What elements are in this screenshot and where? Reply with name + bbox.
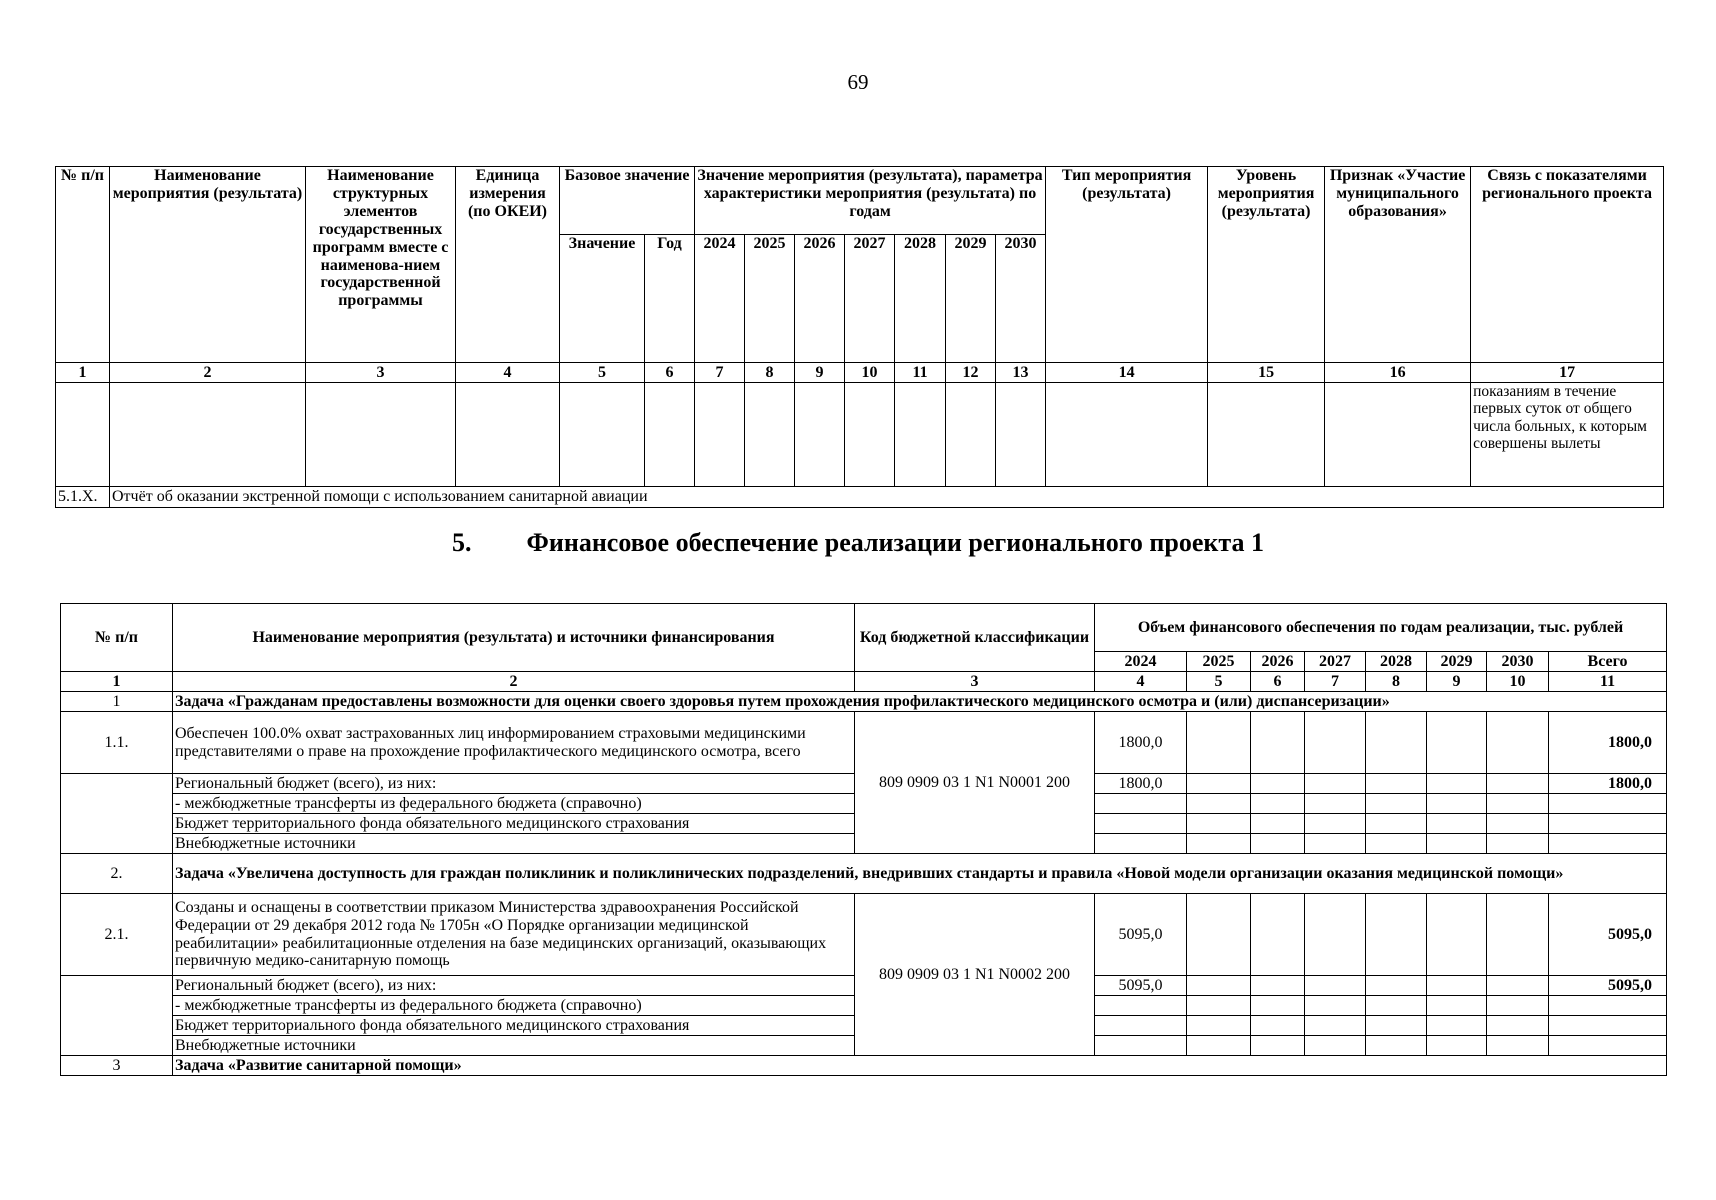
t1-row-num: 5.1.Х. [56,487,110,508]
finance-table [60,603,1667,1076]
t2-year: 2028 [1366,652,1427,672]
t2-year: 2025 [1187,652,1251,672]
value-2024: 1800,0 [1095,774,1187,794]
source-row: - межбюджетные трансферты из федерального бюджета (справочно) [173,996,855,1016]
t1-year: 2025 [745,235,795,363]
t1-colnum: 7 [695,363,745,383]
t1-year: 2029 [946,235,996,363]
source-row: Внебюджетные источники [173,834,855,854]
t2-colnum: 7 [1305,672,1366,692]
task-text: Задача «Увеличена доступность для граждан поликлиник и поликлинических подразделений, внедривших стандарты и правила «Новой модели организации оказания медицинской помощи» [173,854,1667,894]
t1-year: 2030 [996,235,1046,363]
t2-header-code: Код бюджетной классификации [855,604,1095,672]
task-num: 2. [61,854,173,894]
t2-year: 2027 [1305,652,1366,672]
t2-colnum: 11 [1549,672,1667,692]
source-row: Бюджет территориального фонда обязательного медицинского страхования [173,1016,855,1036]
t1-colnum: 6 [645,363,695,383]
task-num: 3 [61,1056,173,1076]
section-number: 5. [452,528,472,557]
t2-colnum: 1 [61,672,173,692]
budget-code: 809 0909 03 1 N1 N0002 200 [855,894,1095,1056]
value-2024: 5095,0 [1095,894,1187,976]
section-title-text: Финансовое обеспечение реализации регионального проекта 1 [526,528,1264,557]
t1-header-num: № п/п [56,167,110,363]
t2-colnum: 2 [173,672,855,692]
t1-colnum: 10 [845,363,895,383]
results-table [55,166,1664,508]
t1-colnum: 4 [456,363,560,383]
t2-colnum: 3 [855,672,1095,692]
t1-header-base-year: Год [645,235,695,363]
section-title [0,528,1716,558]
t1-link-cell: показаниям в течение первых суток от общего числа больных, к которым совершены вылеты [1471,383,1664,487]
t1-colnum: 1 [56,363,110,383]
value-2024: 5095,0 [1095,976,1187,996]
t2-year: 2029 [1427,652,1487,672]
source-row: - межбюджетные трансферты из федерального бюджета (справочно) [173,794,855,814]
t2-colnum: 4 [1095,672,1187,692]
t2-year: 2026 [1251,652,1305,672]
t1-header-struct: Наименование структурных элементов государственных программ вместе с наименова-нием государственной программы [306,167,456,363]
source-row: Региональный бюджет (всего), из них: [173,774,855,794]
t2-header-num: № п/п [61,604,173,672]
page-number: 69 [847,70,869,94]
t1-colnum: 3 [306,363,456,383]
t2-colnum: 5 [1187,672,1251,692]
value-2024: 1800,0 [1095,712,1187,774]
t1-year: 2024 [695,235,745,363]
t2-colnum: 9 [1427,672,1487,692]
t1-header-municipal: Признак «Участие муниципального образования» [1325,167,1471,363]
source-row: Бюджет территориального фонда обязательного медицинского страхования [173,814,855,834]
value-total: 1800,0 [1549,774,1667,794]
t1-colnum: 16 [1325,363,1471,383]
t1-colnum: 15 [1208,363,1325,383]
t1-header-base-value: Значение [560,235,645,363]
t1-header-unit: Единица измерения (по ОКЕИ) [456,167,560,363]
t2-year: 2030 [1487,652,1549,672]
t1-colnum: 11 [895,363,946,383]
item-num: 2.1. [61,894,173,976]
t1-colnum: 17 [1471,363,1664,383]
t2-header-name: Наименование мероприятия (результата) и источники финансирования [173,604,855,672]
item-text: Обеспечен 100.0% охват застрахованных лиц информированием страховыми медицинскими представителями о праве на прохождение профилактического медицинского осмотра, всего [173,712,855,774]
task-num: 1 [61,692,173,712]
t2-header-volume: Объем финансового обеспечения по годам реализации, тыс. рублей [1095,604,1667,652]
t1-colnum: 8 [745,363,795,383]
task-text: Задача «Гражданам предоставлены возможности для оценки своего здоровья путем прохождения профилактического медицинского осмотра и (или) диспансеризации» [173,692,1667,712]
task-text: Задача «Развитие санитарной помощи» [173,1056,1667,1076]
source-row: Региональный бюджет (всего), из них: [173,976,855,996]
budget-code: 809 0909 03 1 N1 N0001 200 [855,712,1095,854]
t1-colnum: 5 [560,363,645,383]
value-total: 1800,0 [1549,712,1667,774]
t1-year: 2028 [895,235,946,363]
t1-colnum: 14 [1046,363,1208,383]
t1-header-link: Связь с показателями регионального проекта [1471,167,1664,363]
t2-colnum: 10 [1487,672,1549,692]
t1-header-base: Базовое значение [560,167,695,235]
value-total: 5095,0 [1549,976,1667,996]
t2-colnum: 6 [1251,672,1305,692]
t1-colnum: 12 [946,363,996,383]
t2-colnum: 8 [1366,672,1427,692]
t1-year: 2026 [795,235,845,363]
t2-year-total: Всего [1549,652,1667,672]
t1-year: 2027 [845,235,895,363]
source-row: Внебюджетные источники [173,1036,855,1056]
t1-row-text: Отчёт об оказании экстренной помощи с использованием санитарной авиации [110,487,1664,508]
t1-header-name: Наименование мероприятия (результата) [110,167,306,363]
t1-header-values: Значение мероприятия (результата), параметра характеристики мероприятия (результата) по годам [695,167,1046,235]
t1-header-level: Уровень мероприятия (результата) [1208,167,1325,363]
t1-colnum: 2 [110,363,306,383]
t1-colnum: 13 [996,363,1046,383]
value-total: 5095,0 [1549,894,1667,976]
t1-colnum: 9 [795,363,845,383]
t1-header-type: Тип мероприятия (результата) [1046,167,1208,363]
t2-year: 2024 [1095,652,1187,672]
item-text: Созданы и оснащены в соответствии приказом Министерства здравоохранения Российской Федерации от 29 декабря 2012 года № 1705н «О Порядке организации медицинской реабилитации» реабилитационные отделения на базе медицинских организаций, оказывающих первичную медико-санитарную помощь [173,894,855,976]
item-num: 1.1. [61,712,173,774]
